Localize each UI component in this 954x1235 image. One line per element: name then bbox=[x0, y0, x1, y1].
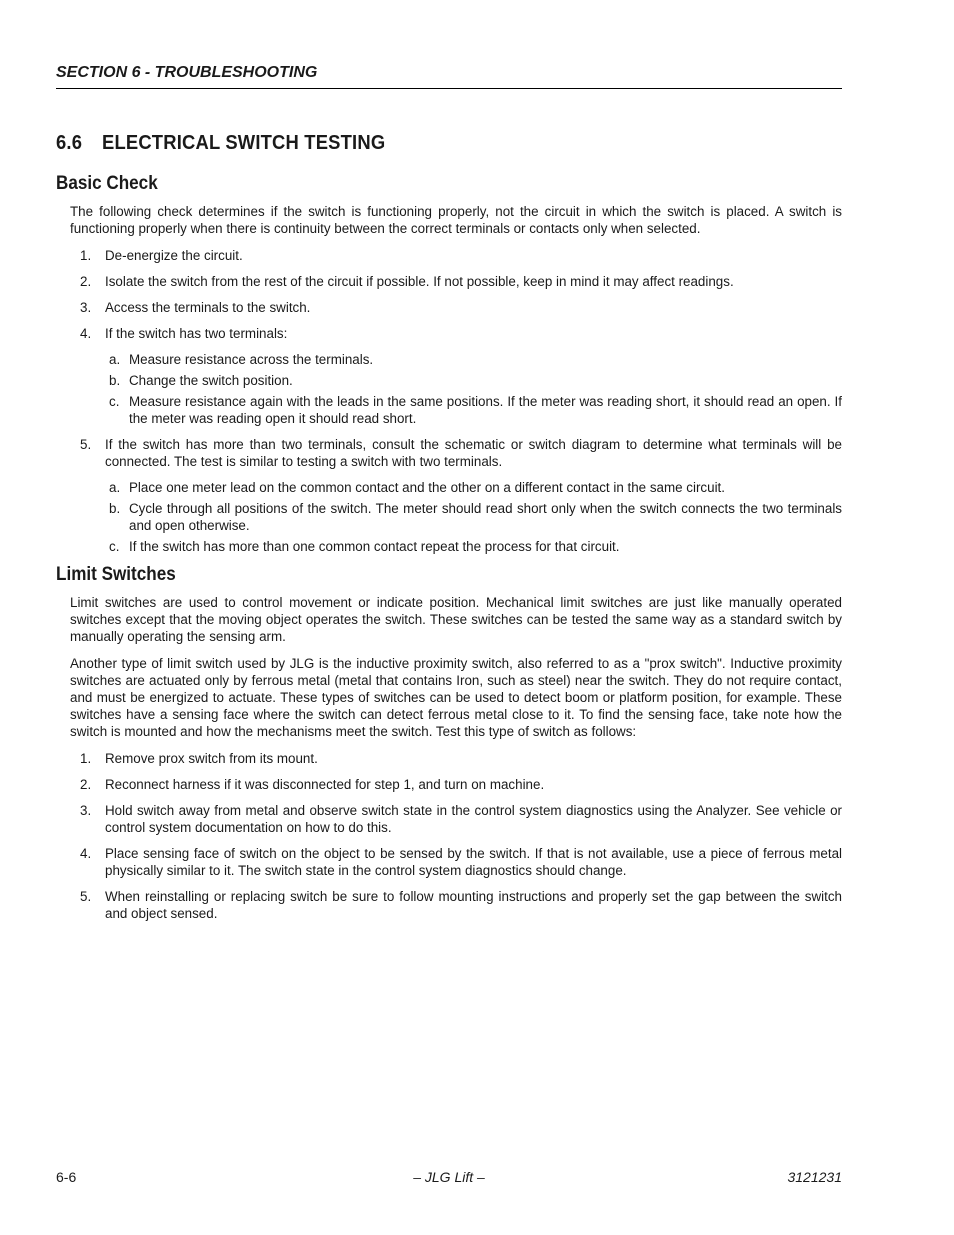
sub-list-item bbox=[109, 393, 842, 427]
step-number: 5. bbox=[80, 437, 92, 452]
step-number: 4. bbox=[80, 326, 92, 341]
step-number: 2. bbox=[80, 777, 92, 792]
list-item bbox=[80, 802, 842, 836]
page-title bbox=[56, 132, 779, 155]
list-item bbox=[80, 325, 842, 427]
step-text: Reconnect harness if it was disconnected for step 1, and turn on machine. bbox=[105, 777, 545, 792]
list-item bbox=[80, 750, 842, 767]
basic-check-steps bbox=[56, 247, 842, 555]
limit-switches-para-2: Another type of limit switch used by JLG is the inductive proximity switch, also referred to as a "prox switch". Inductive proximity switches are actuated only by ferrous metal (metal that contains Iron, such as steel) near the switch. They do not require contact, and must be energized to actuate. These types of switches can be used to detect boom or platform position, for example. These switches have a sensing face where the switch can detect ferrous metal close to it. To find the sensing face, take note how the switch is mounted and how the mechanisms meet the switch. Test this type of switch as follows: bbox=[70, 656, 842, 739]
step-number: 2. bbox=[80, 274, 92, 289]
document-number: 3121231 bbox=[787, 1169, 842, 1185]
step-text: Place sensing face of switch on the object to be sensed by the switch. If that is not available, use a piece of ferrous metal physically similar to it. The switch state in the control system diagnostics should change. bbox=[105, 846, 842, 878]
footer-publisher: – JLG Lift – bbox=[413, 1169, 485, 1185]
sub-step-letter: b. bbox=[109, 373, 121, 388]
section-header: SECTION 6 - TROUBLESHOOTING bbox=[56, 64, 842, 89]
title-text: ELECTRICAL SWITCH TESTING bbox=[102, 132, 386, 154]
step-number: 3. bbox=[80, 300, 92, 315]
sub-step-text: Cycle through all positions of the switch. The meter should read short only when the switch connects the two terminals and open otherwise. bbox=[129, 501, 842, 533]
sub-list-item bbox=[109, 479, 842, 496]
list-item bbox=[80, 436, 842, 555]
step-text: If the switch has more than two terminals, consult the schematic or switch diagram to determine what terminals will be connected. The test is similar to testing a switch with two terminals. bbox=[105, 437, 842, 469]
limit-switches-heading: Limit Switches bbox=[56, 564, 176, 585]
step-text: Isolate the switch from the rest of the circuit if possible. If not possible, keep in mind it may affect readings. bbox=[105, 274, 734, 289]
sub-list-item bbox=[109, 538, 842, 555]
list-item bbox=[80, 845, 842, 879]
sub-step-letter: a. bbox=[109, 480, 121, 495]
sub-list-item bbox=[109, 500, 842, 534]
sub-step-letter: a. bbox=[109, 352, 121, 367]
sub-list-item bbox=[109, 372, 842, 389]
step-number: 1. bbox=[80, 751, 92, 766]
list-item bbox=[80, 299, 842, 316]
list-item bbox=[80, 273, 842, 290]
step-number: 4. bbox=[80, 846, 92, 861]
step-text: Hold switch away from metal and observe switch state in the control system diagnostics using the Analyzer. See vehicle or control system documentation on how to do this. bbox=[105, 803, 842, 835]
list-item bbox=[80, 776, 842, 793]
limit-switch-steps bbox=[56, 750, 842, 922]
sub-step-letter: c. bbox=[109, 539, 120, 554]
basic-check-heading: Basic Check bbox=[56, 173, 158, 194]
sub-list-item bbox=[109, 351, 842, 368]
list-item bbox=[80, 247, 842, 264]
sub-step-letter: b. bbox=[109, 501, 121, 516]
sub-step-text: Change the switch position. bbox=[129, 373, 293, 388]
sub-step-letter: c. bbox=[109, 394, 120, 409]
list-item bbox=[80, 888, 842, 922]
limit-switches-para-1: Limit switches are used to control movement or indicate position. Mechanical limit switches are just like manually operated switches except that the moving object operates the switch. These switches can be tested the same way as a standard switch by manually operating the sensing arm. bbox=[70, 595, 842, 644]
sub-step-text: Place one meter lead on the common contact and the other on a different contact in the same circuit. bbox=[129, 480, 725, 495]
sub-step-text: If the switch has more than one common contact repeat the process for that circuit. bbox=[129, 539, 620, 554]
sub-steps bbox=[105, 479, 842, 555]
basic-check-intro: The following check determines if the switch is functioning properly, not the circuit in which the switch is placed. A switch is functioning properly when there is continuity between the correct terminals or contacts only when selected. bbox=[70, 204, 842, 236]
step-text: When reinstalling or replacing switch be sure to follow mounting instructions and properly set the gap between the switch and object sensed. bbox=[105, 889, 842, 921]
page-number: 6-6 bbox=[56, 1169, 77, 1185]
sub-step-text: Measure resistance across the terminals. bbox=[129, 352, 374, 367]
page-content bbox=[56, 132, 842, 931]
sub-step-text: Measure resistance again with the leads in the same positions. If the meter was reading short, it should read an open. If the meter was reading open it should read short. bbox=[129, 394, 842, 426]
sub-steps bbox=[105, 351, 842, 427]
title-number: 6.6 bbox=[56, 132, 83, 154]
page-footer bbox=[56, 1169, 842, 1187]
step-number: 5. bbox=[80, 889, 92, 904]
step-text: De-energize the circuit. bbox=[105, 248, 243, 263]
step-text: Remove prox switch from its mount. bbox=[105, 751, 318, 766]
step-number: 1. bbox=[80, 248, 92, 263]
step-text: If the switch has two terminals: bbox=[105, 326, 288, 341]
step-text: Access the terminals to the switch. bbox=[105, 300, 311, 315]
step-number: 3. bbox=[80, 803, 92, 818]
